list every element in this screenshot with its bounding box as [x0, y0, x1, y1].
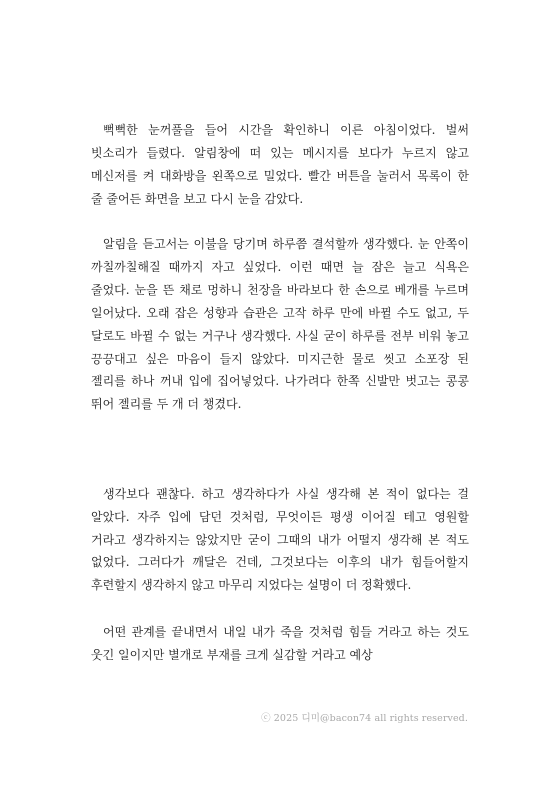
body-paragraph: 알림을 듣고서는 이불을 당기며 하루쯤 결석할까 생각했다. 눈 안쪽이 까칠까칠해질 때까지 자고 싶었다. 이런 때면 늘 잠은 늘고 식욕은 줄었다. 눈을 뜬 채로 멍하니 천장을 바라보다 한 손으로 베개를 누르며 일어났다. 오래 잡은 성향과 습관은 고작 하루 만에 바뀔 수도 없고, 두 달로도 바뀔 수 없는 거구나 생각했다. 사실 굳이 하루를 전부 비워 놓고 끙끙대고 싶은 마음이 들지 않았다. 미지근한 물로 씻고 소포장 된 젤리를 하나 꺼내 입에 집어넣었다. 나가려다 한쪽 신발만 벗고는 콩콩 뛰어 젤리를 두 개 더 챙겼다.: [91, 237, 469, 412]
paragraph-2-block: [91, 233, 469, 416]
copyright-notice: ⓒ 2025 디미@bacon74 all rights reserved.: [261, 713, 468, 724]
body-paragraph: 생각보다 괜찮다. 하고 생각하다가 사실 생각해 본 적이 없다는 걸 알았다. 자주 입에 담던 것처럼, 무엇이든 평생 이어질 테고 영원할 거라고 생각하지는 않았지만 굳이 그때의 내가 어떨지 생각해 본 적도 없었다. 그러다가 깨달은 건데, 그것보다는 이후의 내가 힘들어할지 후련할지 생각하지 않고 마무리 지었다는 설명이 더 정확했다.: [91, 487, 469, 593]
body-paragraph: 어떤 관계를 끝내면서 내일 내가 죽을 것처럼 힘들 거라고 하는 것도 웃긴 일이지만 별개로 부재를 크게 실감할 거라고 예상: [91, 625, 469, 662]
paragraph-4-block: [91, 621, 469, 667]
paragraph-1-block: [91, 119, 469, 211]
paragraph-3-block: [91, 483, 469, 597]
body-paragraph: 뻑뻑한 눈꺼풀을 들어 시간을 확인하니 이른 아침이었다. 벌써 빗소리가 들렸다. 알림창에 떠 있는 메시지를 보다가 누르지 않고 메신저를 켜 대화방을 왼쪽으로 밀었다. 빨간 버튼을 눌러서 목록이 한 줄 줄어든 화면을 보고 다시 눈을 감았다.: [91, 123, 469, 206]
